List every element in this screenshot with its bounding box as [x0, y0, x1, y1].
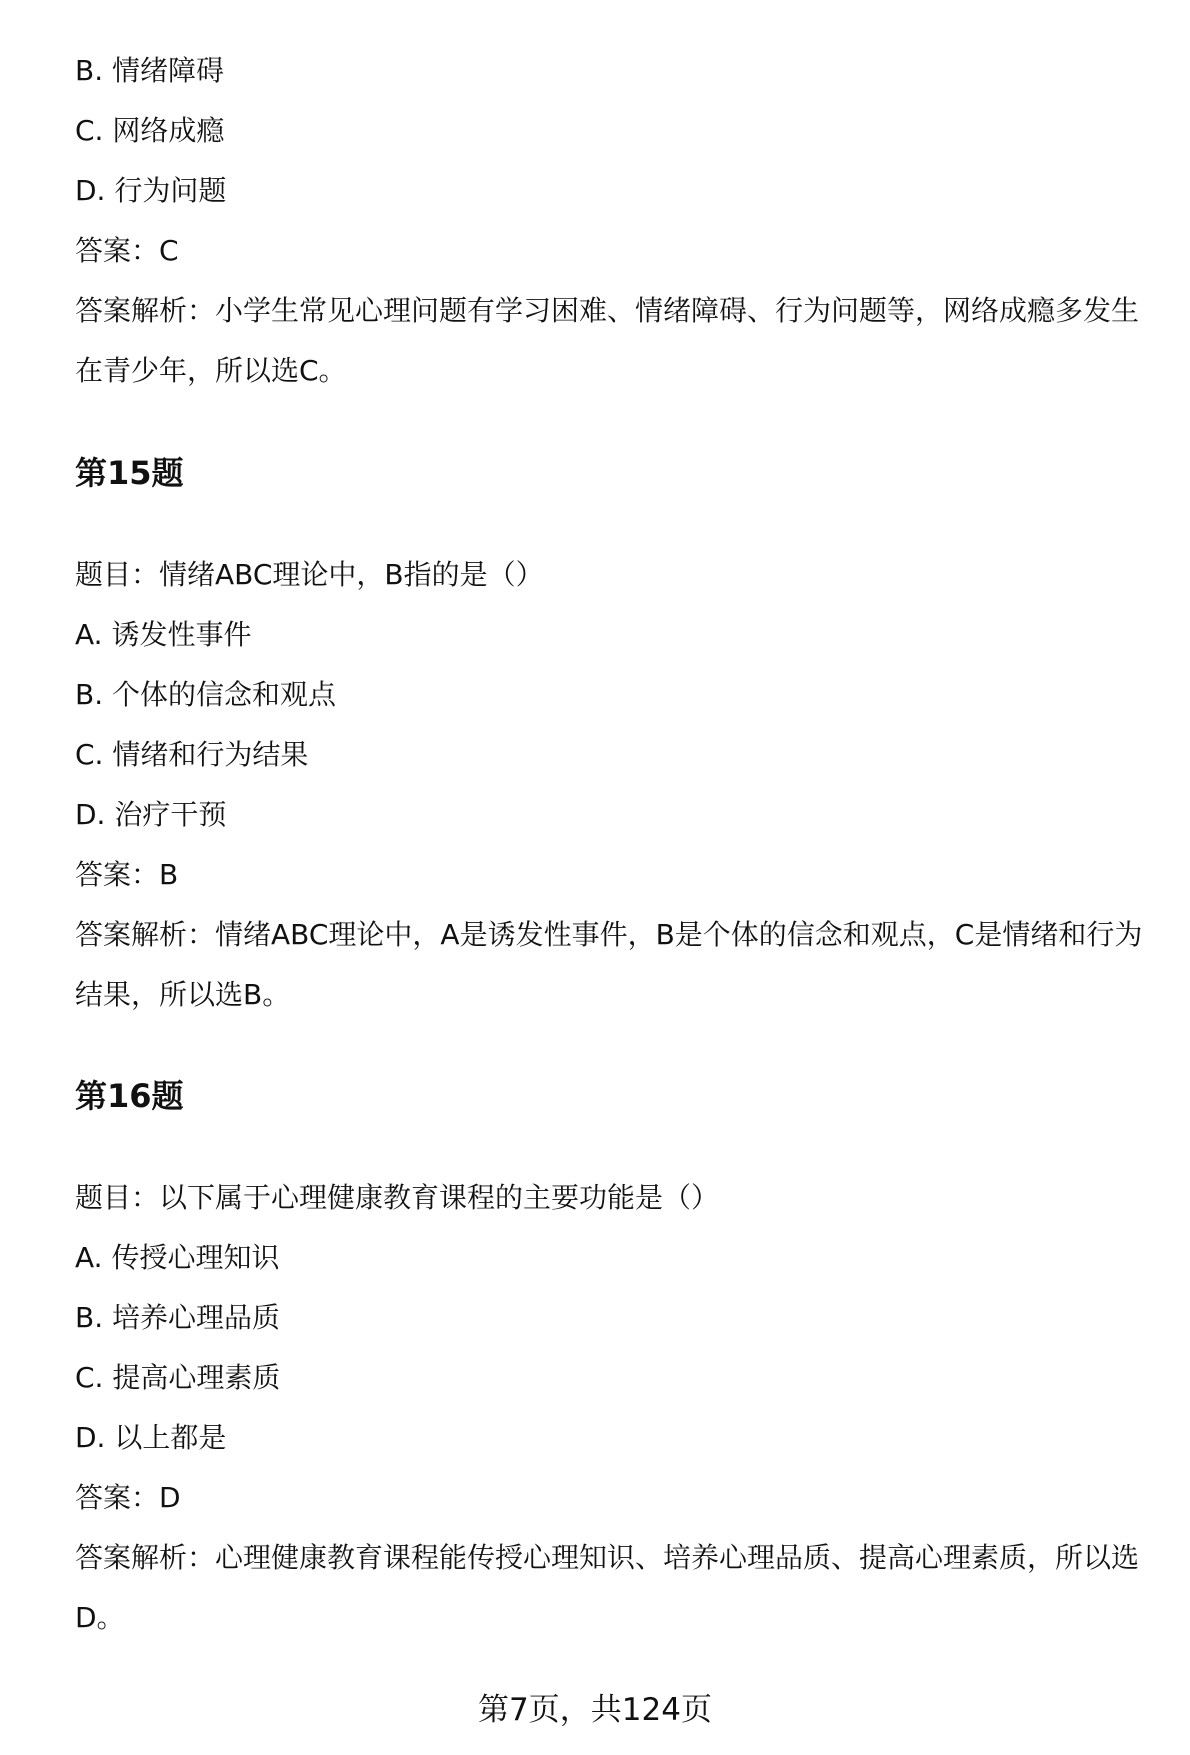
option-c: C. 网络成瘾: [75, 114, 225, 147]
question-heading: 第16题: [75, 1077, 184, 1115]
option-d: D. 以上都是: [75, 1421, 227, 1454]
option-b: B. 培养心理品质: [75, 1301, 281, 1334]
answer: 答案：D: [75, 1481, 181, 1514]
question-text: 题目：情绪ABC理论中，B指的是（）: [75, 558, 544, 591]
option-b: B. 情绪障碍: [75, 54, 225, 87]
answer: 答案：B: [75, 858, 179, 891]
answer-analysis: 答案解析：小学生常见心理问题有学习困难、情绪障碍、行为问题等，网络成瘾多发生在青少年，所以选C。: [75, 294, 1140, 387]
question-heading: 第15题: [75, 454, 184, 492]
option-a: A. 传授心理知识: [75, 1241, 280, 1274]
page-number: 第7页，共124页: [478, 1692, 712, 1728]
option-c: C. 情绪和行为结果: [75, 738, 309, 771]
option-c: C. 提高心理素质: [75, 1361, 281, 1394]
option-b: B. 个体的信念和观点: [75, 678, 337, 711]
answer: 答案：C: [75, 234, 179, 267]
option-a: A. 诱发性事件: [75, 618, 252, 651]
question-text: 题目：以下属于心理健康教育课程的主要功能是（）: [75, 1181, 720, 1214]
answer-analysis: 答案解析：情绪ABC理论中，A是诱发性事件，B是个体的信念和观点，C是情绪和行为结果，所以选B。: [75, 918, 1143, 1011]
answer-analysis: 答案解析：心理健康教育课程能传授心理知识、培养心理品质、提高心理素质，所以选D。: [75, 1541, 1140, 1634]
option-d: D. 治疗干预: [75, 798, 227, 831]
option-d: D. 行为问题: [75, 174, 227, 207]
